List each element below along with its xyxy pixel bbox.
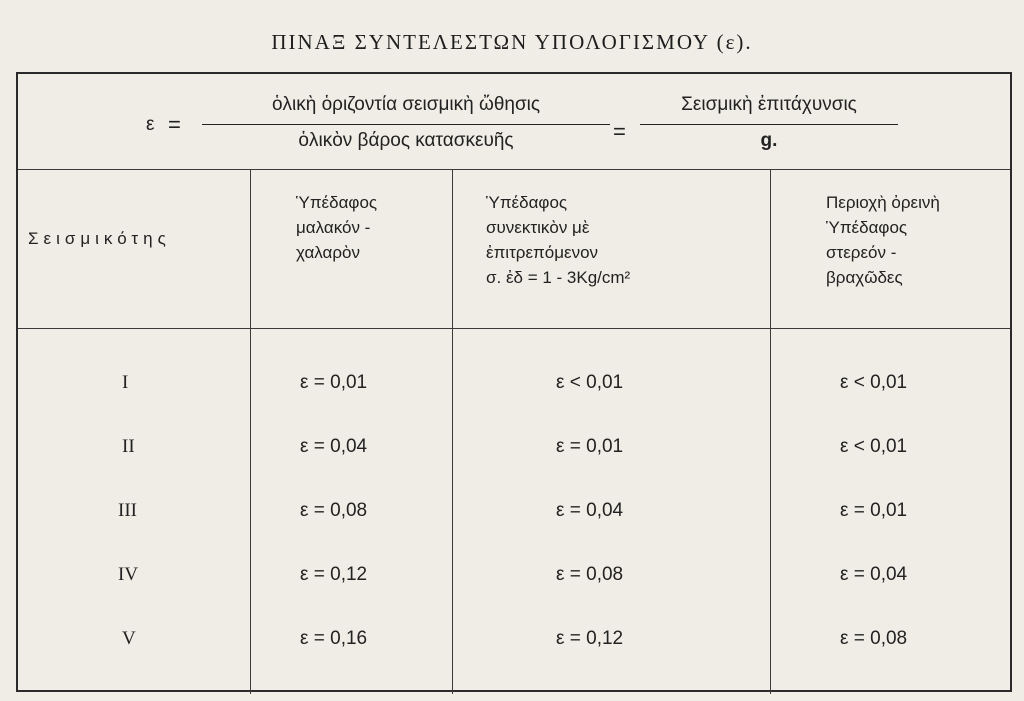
table-cell-cohesive: ε = 0,01 xyxy=(556,436,624,457)
table-cell-cohesive: ε = 0,04 xyxy=(556,500,624,521)
fraction2-bar xyxy=(640,124,898,125)
header-line: σ. ἐδ = 1 - 3Kg/cm² xyxy=(486,268,631,287)
table-cell-rocky: ε = 0,04 xyxy=(840,564,908,585)
fraction1-numerator: ὁλικὴ ὁριζοντία σεισμικὴ ὤθησις xyxy=(271,94,541,115)
table-cell-soft: ε = 0,04 xyxy=(300,436,368,457)
header-line: συνεκτικὸν μὲ xyxy=(486,218,590,237)
table-cell-rocky: ε < 0,01 xyxy=(840,436,908,457)
table-cell-cohesive: ε = 0,08 xyxy=(556,564,624,585)
header-soft-soil xyxy=(296,190,377,265)
header-line: χαλαρὸν xyxy=(296,243,360,262)
header-line: Ὑπέδαφος xyxy=(826,218,908,237)
coefficient-table xyxy=(16,72,1012,692)
formula-row xyxy=(18,74,1010,170)
column-divider xyxy=(250,170,251,694)
formula-equals-2: = xyxy=(613,119,626,144)
header-cohesive-soil xyxy=(486,190,630,290)
fraction2-denominator: g. xyxy=(760,130,778,151)
table-cell-seismicity: III xyxy=(118,500,137,521)
table-cell-soft: ε = 0,12 xyxy=(300,564,368,585)
header-line: ἐπιτρεπόμενον xyxy=(486,243,599,262)
table-cell-cohesive: ε = 0,12 xyxy=(556,628,624,649)
table-cell-rocky: ε = 0,08 xyxy=(840,628,908,649)
header-line: Περιοχὴ ὀρεινὴ xyxy=(826,193,940,212)
header-line: Ὑπέδαφος xyxy=(486,193,568,212)
table-cell-rocky: ε = 0,01 xyxy=(840,500,908,521)
fraction1-bar xyxy=(202,124,610,125)
table-cell-seismicity: I xyxy=(122,372,129,393)
formula-lhs: ε xyxy=(146,114,155,135)
column-divider xyxy=(452,170,453,694)
table-cell-soft: ε = 0,01 xyxy=(300,372,368,393)
header-rocky-soil xyxy=(826,190,940,290)
table-cell-rocky: ε < 0,01 xyxy=(840,372,908,393)
page-title: ΠΙΝΑΞ ΣΥΝΤΕΛΕΣΤΩΝ ΥΠΟΛΟΓΙΣΜΟΥ (ε). xyxy=(271,30,753,54)
header-line: Ὑπέδαφος xyxy=(296,193,378,212)
header-line: βραχῶδες xyxy=(826,268,903,287)
header-seismicity: Σεισμικότης xyxy=(28,229,171,248)
formula-equals-1: = xyxy=(168,112,181,137)
table-cell-cohesive: ε < 0,01 xyxy=(556,372,624,393)
table-cell-seismicity: IV xyxy=(118,564,139,585)
header-line: στερεόν - xyxy=(826,243,897,262)
column-divider xyxy=(770,170,771,694)
table-cell-seismicity: V xyxy=(122,628,136,649)
header-line: μαλακόν - xyxy=(296,218,371,237)
fraction2-numerator: Σεισμικὴ ἐπιτάχυνσις xyxy=(681,94,857,115)
header-divider xyxy=(18,328,1010,329)
table-cell-soft: ε = 0,16 xyxy=(300,628,368,649)
fraction1-denominator: ὁλικὸν βάρος κατασκευῆς xyxy=(298,130,514,151)
table-cell-seismicity: II xyxy=(122,436,135,457)
table-cell-soft: ε = 0,08 xyxy=(300,500,368,521)
